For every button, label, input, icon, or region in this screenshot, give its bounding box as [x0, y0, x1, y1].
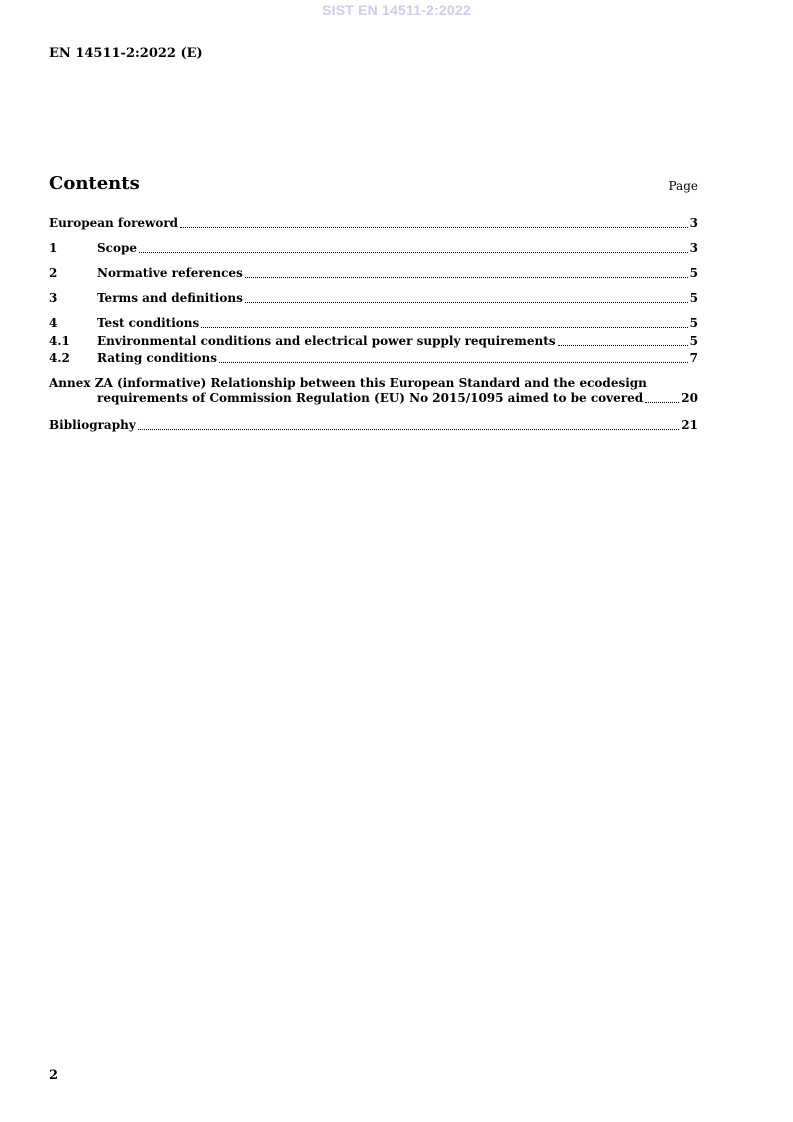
toc-entry-rating-conditions[interactable]: [49, 351, 698, 366]
toc-entry-page: 3: [689, 241, 698, 255]
toc-entry-foreword[interactable]: [49, 216, 698, 231]
toc-leader: [245, 277, 688, 278]
toc-leader: [219, 362, 688, 363]
toc-entry-normative-references[interactable]: [49, 266, 698, 281]
toc-entry-number: 2: [49, 266, 58, 280]
toc-leader: [245, 302, 688, 303]
page-number: 2: [49, 1068, 59, 1083]
toc-entry-bibliography[interactable]: [49, 418, 698, 433]
toc-entry-title: Annex ZA (informative) Relationship between this European Standard and the ecodesign: [49, 376, 647, 390]
toc-entry-page: 7: [689, 351, 698, 365]
toc-entry-page: 5: [689, 291, 698, 305]
toc-entry-scope[interactable]: [49, 241, 698, 256]
toc-entry-number: 4: [49, 316, 58, 330]
watermark: SIST EN 14511-2:2022: [322, 2, 471, 18]
toc-entry-title: Bibliography: [49, 418, 136, 432]
toc-entry-annex-za[interactable]: [49, 376, 698, 406]
toc-entry-test-conditions[interactable]: [49, 316, 698, 331]
toc-leader: [558, 345, 688, 346]
toc-entry-title: Test conditions: [97, 316, 200, 330]
toc-entry-page: 5: [689, 316, 698, 330]
toc-entry-title-line2: requirements of Commission Regulation (EU) No 2015/1095 aimed to be covered: [97, 391, 644, 405]
toc-leader: [138, 429, 680, 430]
toc-entry-page: 5: [689, 334, 698, 348]
page-column-label: Page: [668, 179, 698, 193]
toc-entry-title: European foreword: [49, 216, 179, 230]
toc-entry-page: 3: [689, 216, 698, 230]
toc-entry-environmental-conditions[interactable]: [49, 334, 698, 349]
toc-leader: [139, 252, 688, 253]
toc-leader: [180, 227, 688, 228]
toc-entry-page: 21: [681, 418, 698, 432]
toc-entry-number: 3: [49, 291, 58, 305]
toc-entry-title: Rating conditions: [97, 351, 217, 365]
contents-heading: Contents: [49, 173, 140, 194]
toc-leader: [201, 327, 687, 328]
toc-entry-page: 5: [689, 266, 698, 280]
toc-entry-terms-definitions[interactable]: [49, 291, 698, 306]
toc-entry-page: 20: [681, 391, 698, 405]
document-id: EN 14511-2:2022 (E): [49, 46, 203, 61]
toc-entry-number: 1: [49, 241, 58, 255]
toc-entry-number: 4.2: [49, 351, 70, 365]
toc-entry-title: Scope: [97, 241, 138, 255]
toc-entry-title: Terms and definitions: [97, 291, 243, 305]
toc-entry-title: Environmental conditions and electrical power supply requirements: [97, 334, 556, 348]
toc-entry-number: 4.1: [49, 334, 70, 348]
toc-leader: [645, 402, 679, 403]
toc-entry-title-continued: [49, 391, 698, 406]
toc-entry-title: Normative references: [97, 266, 243, 280]
